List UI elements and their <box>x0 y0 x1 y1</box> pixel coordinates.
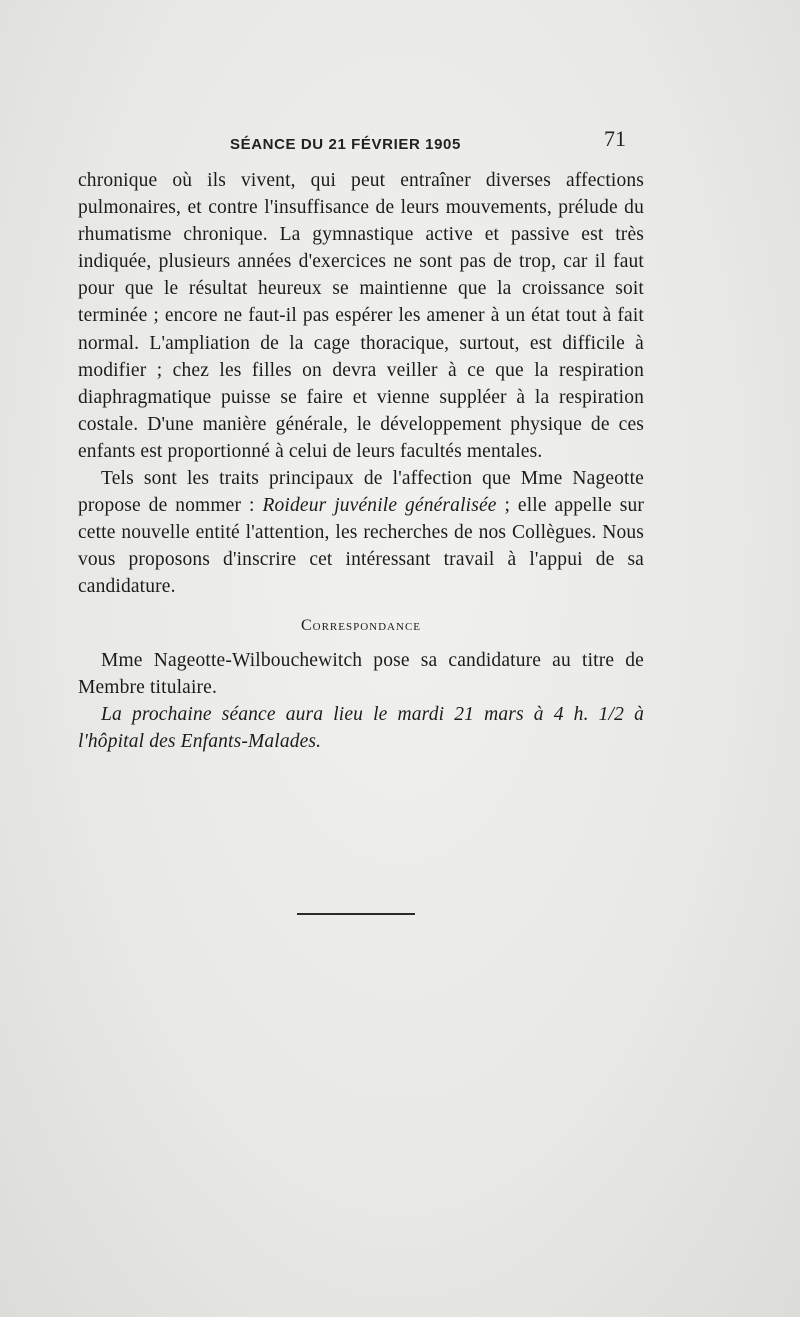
end-rule <box>297 913 415 915</box>
page-number: 71 <box>604 126 626 151</box>
page-body <box>78 167 644 755</box>
running-head: SÉANCE DU 21 FÉVRIER 1905 <box>230 136 461 153</box>
paragraph-proposal <box>78 465 644 600</box>
page-header <box>78 126 638 158</box>
paragraph-proposal-end: ; elle appelle sur cette nouvelle entité l'attention, les recherches de nos Collègues. Nous vous proposons d'inscrire cet intéressant travail à l'appui de sa candidature. <box>78 495 645 598</box>
paragraph-candidature: Mme Nageotte-Wilbouchewitch pose sa candidature au titre de Membre titulaire. <box>78 649 644 698</box>
paragraph-next-session: La prochaine séance aura lieu le mardi 21 mars à 4 h. 1/2 à l'hôpital des Enfants-Malades. <box>78 703 644 752</box>
disease-name-emphasis: Roideur juvénile généralisée <box>262 495 497 517</box>
paragraph-proposal-start: Tels sont les traits principaux de l'affection que Mme Nageotte propose de nommer : <box>78 468 644 517</box>
paragraph-continued: chronique où ils vivent, qui peut entraîner diverses affections pulmonaires, et contre l'insuffisance de leurs mouvements, prélude du rhumatisme chronique. La gymnastique active et passive est très indiquée, plusieurs années d'exercices ne sont pas de trop, car il faut pour que le résultat heureux se maintienne que la croissance soit terminée ; encore ne faut-il pas espérer les amener à un état tout à fait normal. L'ampliation de la cage thoracique, surtout, est difficile à modifier ; chez les filles on devra veiller à ce que la respiration diaphragmatique puisse se faire et vienne suppléer à la respiration costale. D'une manière générale, le développement physique de ces enfants est proportionné à celui de leurs facultés mentales. <box>78 170 644 462</box>
section-heading: Correspondance <box>300 616 422 634</box>
